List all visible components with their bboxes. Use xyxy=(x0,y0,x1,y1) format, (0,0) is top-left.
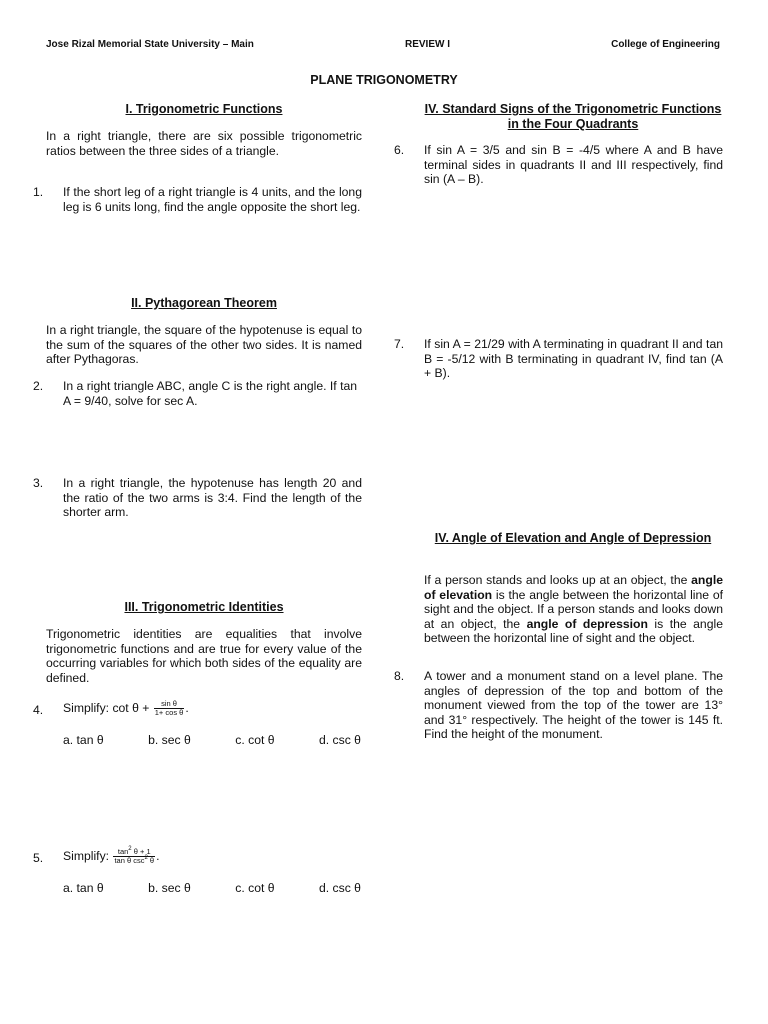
problem-2-text: In a right triangle ABC, angle C is the right angle. If tan A = 9/40, solve for sec A. xyxy=(63,379,358,408)
fraction-denominator: tan θ $\csc^2 \theta$ xyxy=(114,855,155,866)
problem-number: 1. xyxy=(33,185,44,199)
fraction-numerator: $\tan^2 \theta + 1$ xyxy=(113,848,155,857)
problem-number: 3. xyxy=(33,476,44,490)
section-intro-trig-functions: In a right triangle, there are six possible trigonometric ratios between the three sides of a triangle. xyxy=(46,129,362,158)
problem-number: 6. xyxy=(394,143,405,157)
section-intro-identities: Trigonometric identities are equalities that involve trigonometric functions and are true for every value of the occurring variables for which both sides of the equality are defined. xyxy=(46,627,362,685)
problem-4-choices xyxy=(63,733,361,748)
problem-number: 7. xyxy=(394,337,405,351)
choice-a: a. tan θ xyxy=(63,733,104,747)
problem-7-text: If sin A = 21/29 with A terminating in quadrant II and tan B = -5/12 with B terminating in quadrant IV, find tan (A + B). xyxy=(424,337,723,381)
header-college: College of Engineering xyxy=(611,39,720,50)
problem-5-suffix: . xyxy=(156,849,160,863)
choice-a: a. tan θ xyxy=(63,881,104,895)
problem-4-fraction xyxy=(154,700,185,717)
problem-6-text: If sin A = 3/5 and sin B = -4/5 where A and B have terminal sides in quadrants II and III respectively, find sin (A – B). xyxy=(424,143,723,187)
term-angle-of-elevation: angle of elevation xyxy=(424,573,723,602)
section-title-pythagorean: II. Pythagorean Theorem xyxy=(131,296,277,310)
fraction-numerator: sin θ xyxy=(154,700,185,709)
problem-5-text xyxy=(63,845,362,867)
problem-4-term: cot θ + xyxy=(112,701,150,715)
problem-number: 4. xyxy=(33,703,44,717)
problem-4-suffix: . xyxy=(185,701,189,715)
problem-4-text xyxy=(63,697,362,719)
fraction-denominator: 1+ cos θ xyxy=(154,708,184,718)
choice-b: b. sec θ xyxy=(148,881,191,895)
section-intro-elevation-depression: If a person stands and looks up at an object, the angle of elevation is the angle between the horizontal line of sight and the object. If a person stands and looks down at an object, the angle of depression is the angle between the horizontal line of sight and the object. xyxy=(424,573,723,646)
problem-8-text: A tower and a monument stand on a level plane. The angles of depression of the top and bottom of the monument viewed from the top of the tower are 13° and 31° respectively. The height of the tower is 145 ft. Find the height of the monument. xyxy=(424,669,723,742)
problem-3-text: In a right triangle, the hypotenuse has length 20 and the ratio of the two arms is 3:4. Find the length of the shorter arm. xyxy=(63,476,362,520)
problem-1-text: If the short leg of a right triangle is 4 units, and the long leg is 6 units long, find the angle opposite the short leg. xyxy=(63,185,362,214)
choice-d: d. csc θ xyxy=(318,733,361,747)
choice-c: c. cot θ xyxy=(235,881,275,895)
header-review: REVIEW I xyxy=(405,39,451,50)
section-title-standard-signs: IV. Standard Signs of the Trigonometric Functions in the Four Quadrants xyxy=(424,102,722,131)
choice-d: d. csc θ xyxy=(318,881,361,895)
problem-number: 2. xyxy=(33,379,44,393)
choice-b: b. sec θ xyxy=(148,733,191,747)
document-title: PLANE TRIGONOMETRY xyxy=(310,73,458,87)
header-university: Jose Rizal Memorial State University – Main xyxy=(46,39,254,50)
section-title-elevation-depression: IV. Angle of Elevation and Angle of Depression xyxy=(434,531,712,545)
term-angle-of-depression: angle of depression xyxy=(526,616,648,631)
problem-5-choices xyxy=(63,881,361,896)
problem-4-prefix: Simplify: xyxy=(63,701,113,715)
section-title-trig-functions: I. Trigonometric Functions xyxy=(125,102,283,116)
section-title-identities: III. Trigonometric Identities xyxy=(124,600,284,614)
problem-number: 5. xyxy=(33,851,44,865)
problem-number: 8. xyxy=(394,669,405,683)
choice-c: c. cot θ xyxy=(235,733,275,747)
section-intro-pythagorean: In a right triangle, the square of the hypotenuse is equal to the sum of the squares of the other two sides. It is named after Pythagoras. xyxy=(46,323,362,367)
problem-5-fraction xyxy=(113,848,155,865)
problem-5-prefix: Simplify: xyxy=(63,849,113,863)
